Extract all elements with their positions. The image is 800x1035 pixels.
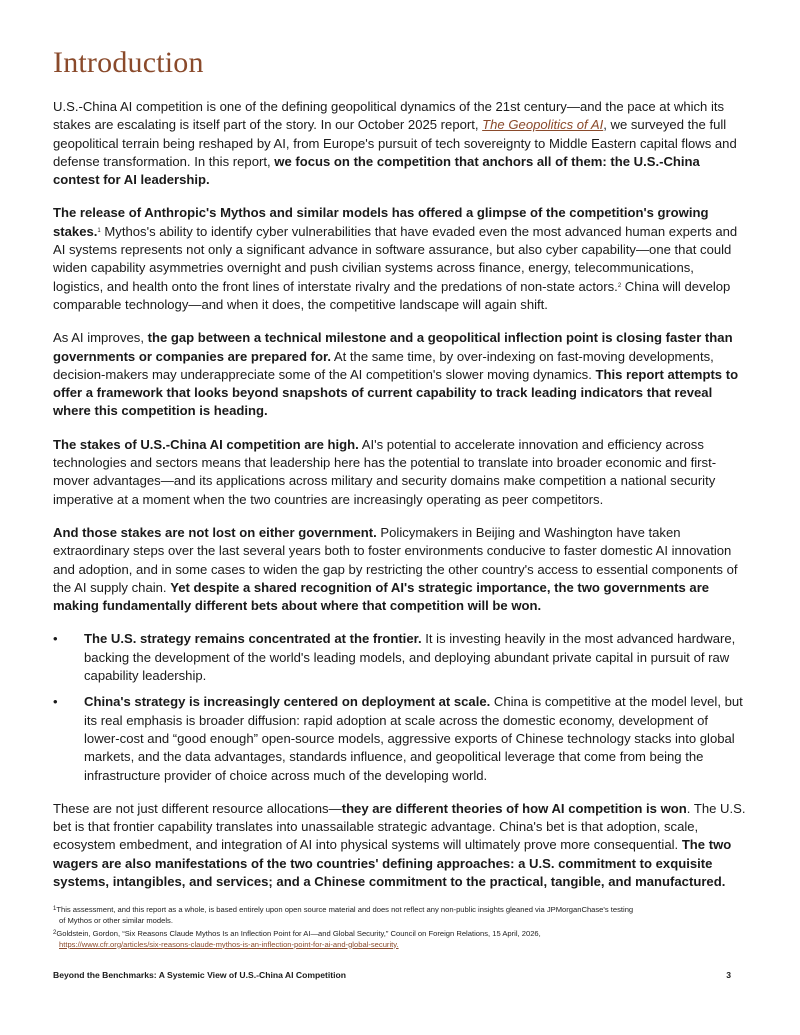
p3-bold-1: the gap between a technical milestone and a geopolitical inflection point is closing faster than governments or companies are prepared for. xyxy=(53,330,733,364)
p4-bold: The stakes of U.S.-China AI competition are high. xyxy=(53,436,359,452)
p2-text-b: China will develop comparable technology—and when it does, the competitive landscape will again shift. xyxy=(53,278,731,312)
list-item-us-strategy xyxy=(53,630,747,685)
p1-text-b: , we surveyed the full geopolitical terrain being reshaped by AI, from Europe's pursuit of tech sovereignty to Middle Eastern capital flows and defense transformation. In this report, xyxy=(53,117,737,169)
paragraph-5 xyxy=(53,524,747,615)
p3-text-a: As AI improves, xyxy=(53,330,148,346)
list-item-china-strategy xyxy=(53,693,747,784)
p3-bold-2: This report attempts to offer a framework that looks beyond snapshots of current capability to track leading indicators that reveal where this competition is heading. xyxy=(53,366,739,419)
list-item-text: China is competitive at the model level, but its real emphasis is broader diffusion: rapid adoption at scale across the domestic economy, development of lower-cost and “good enough” open-source models, aggressive exports of Chinese technology stacks into global markets, and the data advantages, standards influence, and geopolitical leverage that come from being the infrastructure provider of choice across much of the developing world. xyxy=(84,694,743,783)
report-link[interactable]: The Geopolitics of AI xyxy=(482,117,604,133)
p4-text-a: AI's potential to accelerate innovation and efficiency across technologies and sectors means that leadership here has the potential to translate into broader economic and first-mover advantages—and its applications across military and security domains make competition a national security imperative at a moment when the two countries are increasingly operating as peer competitors. xyxy=(53,436,717,507)
strategy-list xyxy=(53,630,747,784)
footnote-1-text-cont: of Mythos or other similar models. xyxy=(59,915,173,925)
list-item-bold: China's strategy is increasingly centered on deployment at scale. xyxy=(84,694,491,710)
p6-bold-2: The two wagers are also manifestations of the two countries' defining approaches: a U.S. commitment to exquisite systems, intangibles, and services; and a Chinese commitment to the practical, tangible, and manufactured. xyxy=(53,837,732,889)
p5-bold-2: Yet despite a shared recognition of AI's strategic importance, the two governments are making fundamentally different bets about where that competition will be won. xyxy=(53,579,710,614)
page-title: Introduction xyxy=(53,46,204,79)
p5-text-a: Policymakers in Beijing and Washington have taken extraordinary steps over the last several years both to foster environments conducive to faster domestic AI innovation and adoption, and in some cases to widen the gap by restricting the other country's access to essential components of the AI supply chain. xyxy=(53,524,738,595)
footnote-1-number: 1 xyxy=(53,906,57,912)
paragraph-4 xyxy=(53,436,747,509)
p1-text-a: U.S.-China AI competition is one of the defining geopolitical dynamics of the 21st century—and the pace at which its stakes are escalating is itself part of the story. In our October 2025 report, xyxy=(53,99,725,133)
p6-text-a: These are not just different resource allocations— xyxy=(53,800,342,816)
p2-bold: The release of Anthropic's Mythos and similar models has offered a glimpse of the competition's growing stakes. xyxy=(53,205,709,239)
list-item-text: It is investing heavily in the most advanced hardware, backing the development of the world's leading models, and deploying abundant private capital in pursuit of raw capability leadership. xyxy=(84,631,736,684)
p6-text-b: . The U.S. bet is that frontier capability translates into unassailable strategic advantage. China's bet is that adoption, scale, ecosystem embedment, and integration of AI into physical systems will ultimately prove more consequential. xyxy=(53,800,746,853)
footnote-1 xyxy=(53,905,747,926)
p1-bold: we focus on the competition that anchors all of them: the U.S.-China contest for AI leadership. xyxy=(53,153,700,188)
p6-bold-1: they are different theories of how AI competition is won xyxy=(341,800,687,816)
page-number: 3 xyxy=(726,970,731,980)
footnotes xyxy=(53,905,747,953)
footnote-2-number: 2 xyxy=(53,930,57,936)
paragraph-1 xyxy=(53,98,747,189)
footer-title: Beyond the Benchmarks: A Systemic View of U.S.-China AI Competition xyxy=(53,970,347,980)
bullet-icon: • xyxy=(53,631,58,647)
footnote-2-text: Goldstein, Gordon, “Six Reasons Claude Mythos Is an Inflection Point for AI—and Global Security,” Council on Foreign Relations, 15 April, 2026, xyxy=(56,929,541,938)
p3-text-b: At the same time, by over-indexing on fast-moving developments, decision-makers may underappreciate some of the AI competition's slower moving dynamics. xyxy=(53,348,714,382)
page-footer xyxy=(53,970,747,980)
footnote-ref-1[interactable]: 1 xyxy=(97,227,101,234)
paragraph-3 xyxy=(53,329,747,420)
body-text xyxy=(53,98,747,906)
footnote-2-link[interactable]: https://www.cfr.org/articles/six-reasons-claude-mythos-is-an-inflection-point-for-ai-and-global-security. xyxy=(59,939,399,949)
paragraph-6 xyxy=(53,800,747,891)
footnote-1-text: This assessment, and this report as a whole, is based entirely upon open source material and does not reflect any non-public insights gleaned via JPMorganChase's testing xyxy=(56,905,634,914)
footnote-2 xyxy=(53,929,747,950)
bullet-icon: • xyxy=(53,694,58,710)
list-item-bold: The U.S. strategy remains concentrated at the frontier. xyxy=(84,631,422,647)
footnote-ref-2[interactable]: 2 xyxy=(617,282,622,289)
paragraph-2 xyxy=(53,204,747,314)
p5-bold-1: And those stakes are not lost on either government. xyxy=(53,524,377,540)
p2-text-a: Mythos's ability to identify cyber vulnerabilities that have evaded even the most advanced human experts and AI systems represents not only a significant advance in software assurance, but also cyber capability—one that could widen capability asymmetries overnight and push civilian systems across finance, energy, telecommunications, logistics, and health onto the front lines of interstate rivalry and the predations of non-state actors. xyxy=(53,223,738,294)
